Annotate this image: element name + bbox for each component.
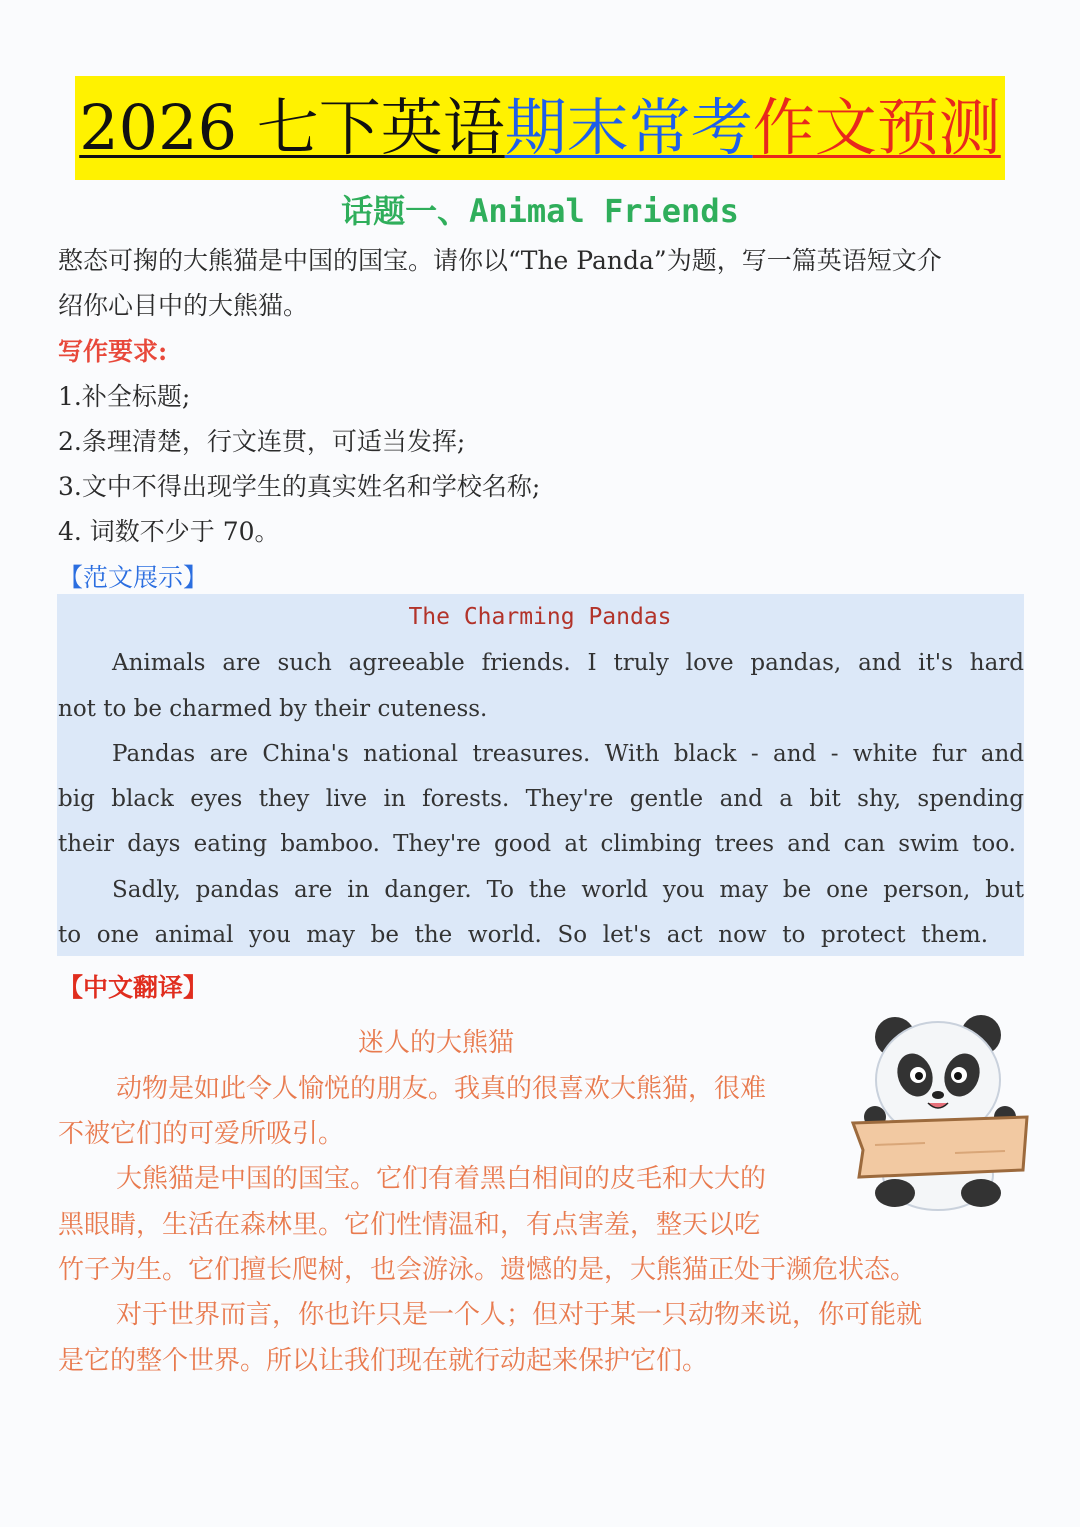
translation-line: 动物是如此令人愉悦的朋友。我真的很喜欢大熊猫，很难 [116, 1074, 767, 1104]
essay-line: not to be charmed by their cuteness. [58, 696, 488, 722]
essay-line: Pandas are China's national treasures. With black - and - white fur and [112, 741, 1024, 767]
translation-line: 黑眼睛，生活在森林里。它们性情温和，有点害羞，整天以吃 [58, 1210, 761, 1240]
requirement-item: 3.文中不得出现学生的真实姓名和学校名称; [58, 472, 541, 501]
panda-holding-sign-icon [845, 1005, 1035, 1215]
sample-essay-title: The Charming Pandas [408, 604, 672, 630]
title-part-red: 作文预测 [752, 91, 1001, 164]
requirement-item: 1.补全标题; [58, 382, 191, 411]
translation-line: 不被它们的可爱所吸引。 [58, 1119, 345, 1149]
prompt-line-1: 憨态可掬的大熊猫是中国的国宝。请你以“The Panda”为题，写一篇英语短文介 [58, 246, 942, 275]
requirements-heading: 写作要求: [58, 337, 168, 366]
translation-line: 竹子为生。它们擅长爬树，也会游泳。遗憾的是，大熊猫正处于濒危状态。 [58, 1255, 917, 1285]
essay-line: their days eating bamboo. They're good at climbing trees and can swim too. [58, 831, 1016, 857]
essay-line: Animals are such agreeable friends. I truly love pandas, and it's hard [112, 650, 1024, 676]
translation-line: 对于世界而言，你也许只是一个人；但对于某一只动物来说，你可能就 [116, 1300, 923, 1330]
prompt-line-2: 绍你心目中的大熊猫。 [58, 291, 309, 320]
title-part-black: 2026 七下英语 [79, 91, 505, 164]
translation-title: 迷人的大熊猫 [358, 1028, 515, 1058]
title-banner [75, 76, 1005, 180]
requirement-item: 2.条理清楚，行文连贯，可适当发挥; [58, 427, 466, 456]
translation-line: 是它的整个世界。所以让我们现在就行动起来保护它们。 [58, 1346, 709, 1376]
essay-line: big black eyes they live in forests. They're gentle and a bit shy, spending [58, 786, 1024, 812]
sample-heading: 【范文展示】 [58, 563, 209, 592]
translation-line: 大熊猫是中国的国宝。它们有着黑白相间的皮毛和大大的 [116, 1164, 767, 1194]
translation-heading: 【中文翻译】 [58, 973, 209, 1002]
requirement-item: 4. 词数不少于 70。 [58, 517, 280, 546]
title-part-blue: 期末常考 [504, 91, 753, 164]
essay-line: Sadly, pandas are in danger. To the world you may be one person, but [112, 877, 1024, 903]
essay-line: to one animal you may be the world. So let's act now to protect them. [58, 922, 988, 948]
topic-heading: 话题一、Animal Friends [341, 192, 739, 230]
